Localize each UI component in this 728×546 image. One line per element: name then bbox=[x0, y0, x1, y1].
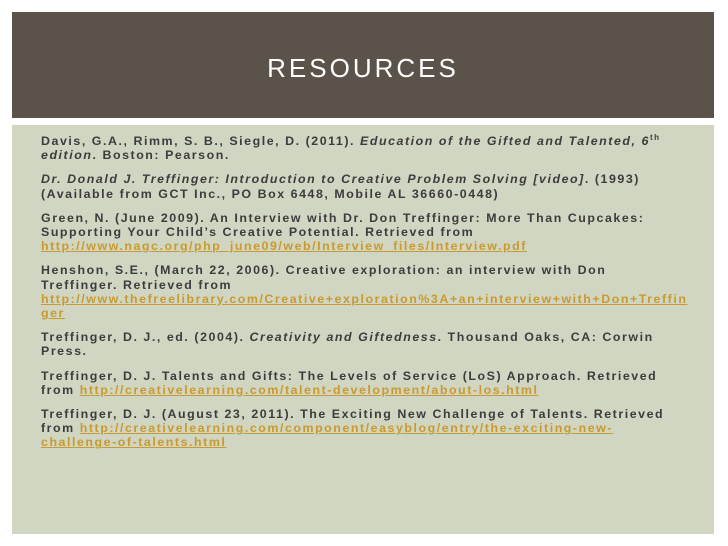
reference-text: . (1993) (Available from GCT Inc., PO Box 6448, Mobile AL 36660-0448) bbox=[41, 172, 640, 201]
ordinal-suffix: th bbox=[649, 133, 661, 142]
slide-title: RESOURCES bbox=[267, 52, 459, 83]
reference-link[interactable]: http://creativelearning.com/talent-development/about-los.html bbox=[79, 382, 539, 397]
reference-link[interactable]: http://www.nagc.org/php_june09/web/Interview_files/Interview.pdf bbox=[41, 239, 527, 254]
book-title-edition: edition bbox=[41, 148, 93, 163]
title-bar bbox=[12, 12, 714, 118]
reference-text: Davis, G.A., Rimm, S. B., Siegle, D. (2011). bbox=[41, 134, 361, 148]
reference-text: Henshon, S.E., (March 22, 2006). Creative exploration: an interview with Don Treffinger. Retrieved from bbox=[41, 263, 607, 292]
book-title: Education of the Gifted and Talented, 6 bbox=[360, 134, 650, 148]
book-title: Creativity and Giftedness bbox=[249, 330, 438, 345]
reference-link[interactable]: http://creativelearning.com/component/easyblog/entry/the-exciting-new-challenge-of-talents.html bbox=[41, 421, 614, 450]
reference-text: Treffinger, D. J. Talents and Gifts: The Levels of Service (LoS) Approach. Retrieved from bbox=[41, 368, 658, 397]
reference-treffinger-talents bbox=[41, 407, 688, 450]
reference-text: . Boston: Pearson. bbox=[92, 148, 230, 163]
references-panel bbox=[12, 125, 714, 534]
reference-link[interactable]: http://www.thefreelibrary.com/Creative+exploration%3A+an+interview+with+Don+Treffinger bbox=[41, 291, 688, 321]
reference-text: Treffinger, D. J., ed. (2004). bbox=[41, 330, 250, 345]
reference-text: Treffinger, D. J. (August 23, 2011). The Exciting New Challenge of Talents. Retrieved from bbox=[41, 407, 665, 436]
reference-treffinger-2004 bbox=[41, 330, 688, 358]
reference-text: . Thousand Oaks, CA: Corwin Press. bbox=[41, 330, 654, 359]
reference-treffinger-video bbox=[41, 172, 688, 200]
reference-davis bbox=[41, 134, 688, 162]
reference-treffinger-los bbox=[41, 369, 688, 397]
video-title: Dr. Donald J. Treffinger: Introduction to Creative Problem Solving [video] bbox=[41, 172, 585, 187]
reference-text: Green, N. (June 2009). An Interview with Dr. Don Treffinger: More Than Cupcakes: Supporting Your Child’s Creative Potential. Retrieved from bbox=[41, 210, 645, 240]
reference-green bbox=[41, 211, 688, 254]
reference-henshon bbox=[41, 263, 688, 320]
